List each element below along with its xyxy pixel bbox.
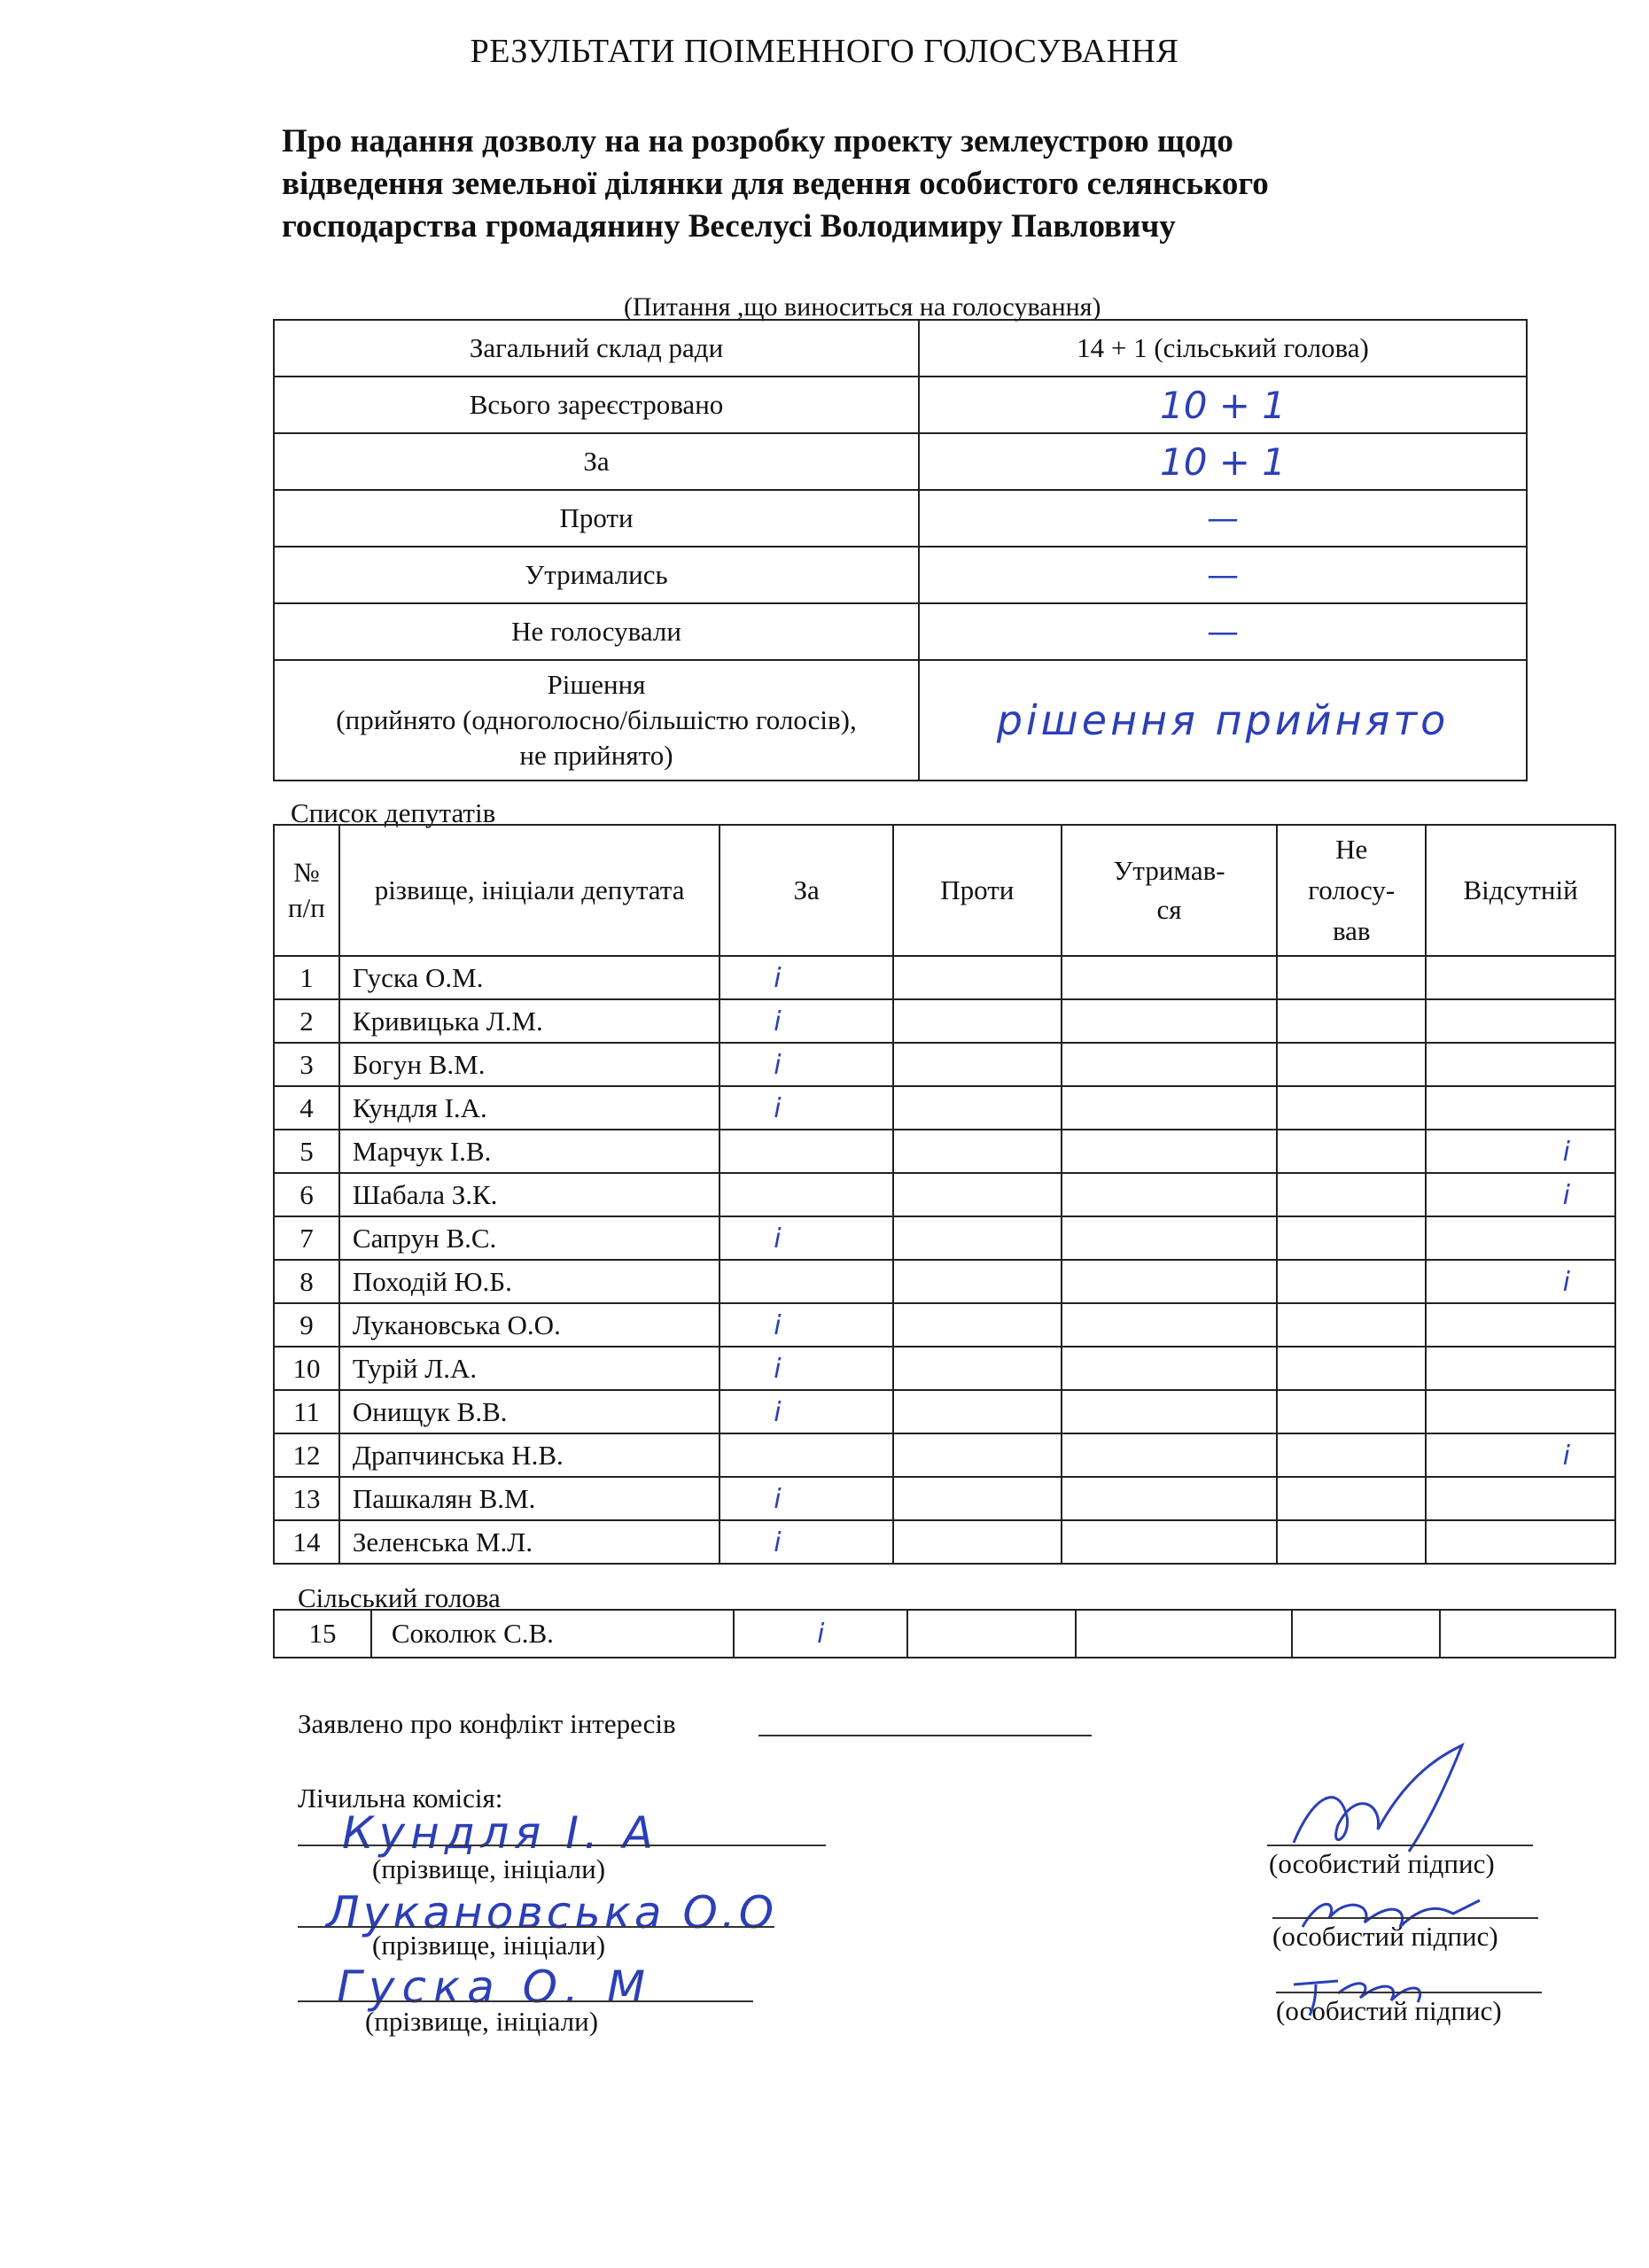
decision-label-line: Рішення	[547, 669, 646, 700]
vote-cell-abstain	[1062, 999, 1278, 1043]
header-text: п/п	[288, 892, 325, 923]
vote-cell-novote	[1277, 1173, 1426, 1216]
vote-cell-against	[893, 1086, 1062, 1130]
deputy-row	[274, 1086, 1615, 1130]
subject-line: Про надання дозволу на на розробку проекту землеустрою щодо	[282, 123, 1233, 159]
signature-caption: (особистий підпис)	[1269, 1848, 1495, 1879]
deputy-num: 8	[274, 1260, 339, 1303]
summary-label: За	[274, 433, 919, 490]
vote-cell-absent	[1426, 1520, 1615, 1564]
deputy-name: Гуска О.М.	[339, 956, 719, 999]
vote-cell-against	[893, 1216, 1062, 1260]
deputies-caption: Список депутатів	[291, 797, 496, 828]
head-against-cell	[907, 1610, 1076, 1658]
summary-label: Загальний склад ради	[274, 320, 919, 377]
header-text: голосу-	[1308, 874, 1396, 905]
deputy-name: Походій Ю.Б.	[339, 1260, 719, 1303]
vote-cell-novote	[1277, 956, 1426, 999]
deputy-row	[274, 1477, 1615, 1520]
signature-caption: (особистий підпис)	[1276, 1995, 1502, 2026]
header-row	[274, 825, 1615, 956]
summary-label: Проти	[274, 490, 919, 547]
vote-cell-absent	[1426, 1390, 1615, 1433]
deputy-row	[274, 999, 1615, 1043]
summary-row	[274, 547, 1527, 603]
header-absent: Відсутній	[1426, 825, 1615, 956]
deputy-row	[274, 1043, 1615, 1086]
head-novote-cell	[1292, 1610, 1441, 1658]
vote-mark: і	[1562, 1266, 1570, 1298]
head-absent-cell	[1440, 1610, 1615, 1658]
conflict-label: Заявлено про конфлікт інтересів	[298, 1708, 676, 1739]
header-name: різвище, ініціали депутата	[339, 825, 719, 956]
signature-caption: (особистий підпис)	[1272, 1921, 1498, 1952]
vote-cell-for	[719, 1347, 893, 1390]
vote-cell-for	[719, 1260, 893, 1303]
deputy-name: Онищук В.В.	[339, 1390, 719, 1433]
vote-mark: і	[774, 1309, 782, 1341]
commission-member-name: Гуска О. М	[337, 1961, 652, 2013]
decision-row	[274, 660, 1527, 781]
vote-cell-abstain	[1062, 1130, 1278, 1173]
summary-value: 14 + 1 (сільський голова)	[919, 320, 1527, 377]
head-num: 15	[274, 1610, 371, 1658]
vote-mark: і	[774, 1092, 782, 1124]
vote-cell-novote	[1277, 1520, 1426, 1564]
vote-cell-absent	[1426, 1216, 1615, 1260]
commission-label: Лічильна комісія:	[298, 1783, 503, 1814]
vote-cell-abstain	[1062, 1216, 1278, 1260]
deputy-name: Пашкалян В.М.	[339, 1477, 719, 1520]
deputy-name: Богун В.М.	[339, 1043, 719, 1086]
vote-cell-abstain	[1062, 1303, 1278, 1347]
vote-cell-abstain	[1062, 1043, 1278, 1086]
vote-cell-abstain	[1062, 1173, 1278, 1216]
vote-cell-absent	[1426, 999, 1615, 1043]
name-caption: (прізвище, ініціали)	[365, 2006, 599, 2037]
head-abstain-cell	[1076, 1610, 1292, 1658]
vote-cell-novote	[1277, 1130, 1426, 1173]
header-novote	[1277, 825, 1426, 956]
vote-cell-against	[893, 1260, 1062, 1303]
vote-cell-against	[893, 999, 1062, 1043]
vote-cell-against	[893, 1433, 1062, 1477]
signature-line	[1272, 1910, 1538, 1919]
decision-label	[274, 660, 919, 781]
commission-member-name: Кундля І. А	[342, 1807, 659, 1859]
decision-value: рішення прийнято	[996, 696, 1450, 744]
deputy-row	[274, 1433, 1615, 1477]
summary-label: Не голосували	[274, 603, 919, 660]
vote-cell-against	[893, 1347, 1062, 1390]
vote-cell-absent	[1426, 1477, 1615, 1520]
vote-mark: і	[774, 1223, 782, 1254]
deputies-table	[273, 824, 1616, 1565]
commission-member-name: Лукановська О.О	[326, 1887, 778, 1938]
vote-cell-novote	[1277, 1433, 1426, 1477]
vote-cell-novote	[1277, 1086, 1426, 1130]
header-text: вав	[1332, 915, 1371, 946]
vote-cell-absent	[1426, 1433, 1615, 1477]
vote-cell-for	[719, 1390, 893, 1433]
deputy-row	[274, 1216, 1615, 1260]
deputy-num: 2	[274, 999, 339, 1043]
vote-cell-novote	[1277, 999, 1426, 1043]
vote-cell-against	[893, 1520, 1062, 1564]
vote-cell-absent	[1426, 1260, 1615, 1303]
vote-mark: і	[774, 1483, 782, 1515]
summary-table	[273, 319, 1528, 781]
summary-value: —	[1207, 613, 1239, 650]
deputy-name: Зеленська М.Л.	[339, 1520, 719, 1564]
deputy-row	[274, 1130, 1615, 1173]
vote-cell-against	[893, 1303, 1062, 1347]
vote-mark: і	[817, 1619, 825, 1650]
deputy-num: 10	[274, 1347, 339, 1390]
vote-cell-for	[719, 1043, 893, 1086]
vote-mark: і	[774, 1006, 782, 1037]
subject-line: відведення земельної ділянки для ведення особистого селянського	[282, 166, 1269, 202]
vote-cell-abstain	[1062, 1086, 1278, 1130]
vote-cell-absent	[1426, 1086, 1615, 1130]
vote-cell-abstain	[1062, 1390, 1278, 1433]
signature-line	[1276, 1984, 1542, 1993]
summary-row	[274, 320, 1527, 377]
vote-mark: і	[774, 1526, 782, 1558]
deputy-row	[274, 1260, 1615, 1303]
vote-cell-abstain	[1062, 1433, 1278, 1477]
vote-cell-novote	[1277, 1303, 1426, 1347]
head-table	[273, 1609, 1616, 1658]
deputy-row	[274, 1347, 1615, 1390]
vote-cell-novote	[1277, 1260, 1426, 1303]
vote-cell-abstain	[1062, 1347, 1278, 1390]
deputy-name: Драпчинська Н.В.	[339, 1433, 719, 1477]
header-text: №	[293, 857, 320, 888]
vote-cell-against	[893, 1390, 1062, 1433]
header-abstain	[1062, 825, 1278, 956]
deputy-num: 7	[274, 1216, 339, 1260]
subject-line: господарства громадянину Веселусі Володимиру Павловичу	[282, 208, 1176, 245]
subject-caption: (Питання ,що виноситься на голосування)	[624, 292, 1101, 322]
vote-cell-for	[719, 1086, 893, 1130]
vote-cell-against	[893, 1477, 1062, 1520]
vote-cell-absent	[1426, 956, 1615, 999]
vote-cell-abstain	[1062, 956, 1278, 999]
summary-row	[274, 433, 1527, 490]
vote-cell-absent	[1426, 1043, 1615, 1086]
vote-cell-novote	[1277, 1216, 1426, 1260]
deputy-rows	[274, 956, 1615, 1564]
vote-cell-against	[893, 956, 1062, 999]
vote-cell-for	[719, 1130, 893, 1173]
vote-cell-abstain	[1062, 1260, 1278, 1303]
deputy-num: 11	[274, 1390, 339, 1433]
deputy-row	[274, 1520, 1615, 1564]
header-text: Не	[1335, 834, 1368, 865]
deputy-num: 3	[274, 1043, 339, 1086]
vote-cell-against	[893, 1173, 1062, 1216]
deputy-num: 1	[274, 956, 339, 999]
vote-cell-for	[719, 1216, 893, 1260]
name-caption: (прізвище, ініціали)	[372, 1853, 606, 1884]
vote-mark: і	[1562, 1179, 1570, 1211]
header-text: ся	[1156, 894, 1182, 925]
signature-line	[1267, 1837, 1533, 1846]
deputy-num: 9	[274, 1303, 339, 1347]
deputy-name: Кундля І.А.	[339, 1086, 719, 1130]
deputy-name: Шабала З.К.	[339, 1173, 719, 1216]
page-title: РЕЗУЛЬТАТИ ПОІМЕННОГО ГОЛОСУВАННЯ	[470, 33, 1179, 70]
deputy-num: 12	[274, 1433, 339, 1477]
header-against: Проти	[893, 825, 1062, 956]
vote-cell-absent	[1426, 1130, 1615, 1173]
vote-cell-for	[719, 1520, 893, 1564]
vote-cell-abstain	[1062, 1520, 1278, 1564]
header-text: Утримав-	[1113, 855, 1225, 886]
name-line	[298, 1992, 753, 2002]
vote-cell-absent	[1426, 1173, 1615, 1216]
summary-label: Утримались	[274, 547, 919, 603]
vote-cell-novote	[1277, 1390, 1426, 1433]
vote-cell-against	[893, 1043, 1062, 1086]
signature-1	[1294, 1745, 1462, 1852]
vote-cell-for	[719, 1477, 893, 1520]
summary-row	[274, 603, 1527, 660]
deputy-row	[274, 1303, 1615, 1347]
conflict-line	[758, 1726, 1092, 1736]
summary-label: Всього зареєстровано	[274, 377, 919, 433]
vote-mark: і	[1562, 1440, 1570, 1472]
vote-mark: і	[774, 1396, 782, 1428]
head-for-cell	[734, 1610, 907, 1658]
vote-cell-novote	[1277, 1347, 1426, 1390]
vote-mark: і	[1562, 1136, 1570, 1168]
deputy-row	[274, 1173, 1615, 1216]
summary-value: 10 + 1	[1159, 439, 1287, 484]
summary-row	[274, 377, 1527, 433]
subject-block	[282, 120, 1269, 248]
decision-label-line: (прийнято (одноголосно/більшістю голосів),	[336, 704, 857, 735]
deputy-name: Кривицька Л.М.	[339, 999, 719, 1043]
vote-cell-absent	[1426, 1347, 1615, 1390]
deputy-num: 5	[274, 1130, 339, 1173]
vote-cell-for	[719, 999, 893, 1043]
deputy-num: 13	[274, 1477, 339, 1520]
vote-cell-for	[719, 1173, 893, 1216]
vote-cell-for	[719, 1303, 893, 1347]
vote-cell-novote	[1277, 1043, 1426, 1086]
summary-value: —	[1207, 556, 1239, 594]
deputy-name: Сапрун В.С.	[339, 1216, 719, 1260]
header-for: За	[719, 825, 893, 956]
vote-mark: і	[774, 962, 782, 994]
vote-mark: і	[774, 1049, 782, 1081]
summary-value: 10 + 1	[1159, 383, 1287, 427]
deputy-name: Турій Л.А.	[339, 1347, 719, 1390]
deputy-num: 14	[274, 1520, 339, 1564]
head-caption: Сільський голова	[298, 1582, 501, 1613]
deputy-name: Лукановська О.О.	[339, 1303, 719, 1347]
summary-value: —	[1207, 500, 1239, 537]
vote-cell-against	[893, 1130, 1062, 1173]
deputy-row	[274, 1390, 1615, 1433]
name-line	[298, 1834, 826, 1846]
name-line	[298, 1917, 774, 1928]
vote-cell-abstain	[1062, 1477, 1278, 1520]
vote-cell-absent	[1426, 1303, 1615, 1347]
vote-mark: і	[774, 1353, 782, 1385]
vote-cell-for	[719, 1433, 893, 1477]
deputy-num: 6	[274, 1173, 339, 1216]
head-row	[274, 1610, 1615, 1658]
vote-cell-novote	[1277, 1477, 1426, 1520]
name-caption: (прізвище, ініціали)	[372, 1930, 606, 1961]
deputy-name: Марчук І.В.	[339, 1130, 719, 1173]
vote-cell-for	[719, 956, 893, 999]
deputy-row	[274, 956, 1615, 999]
header-num	[274, 825, 339, 956]
summary-row	[274, 490, 1527, 547]
decision-label-line: не прийнято)	[519, 740, 673, 771]
head-name: Соколюк С.В.	[371, 1610, 735, 1658]
deputy-num: 4	[274, 1086, 339, 1130]
